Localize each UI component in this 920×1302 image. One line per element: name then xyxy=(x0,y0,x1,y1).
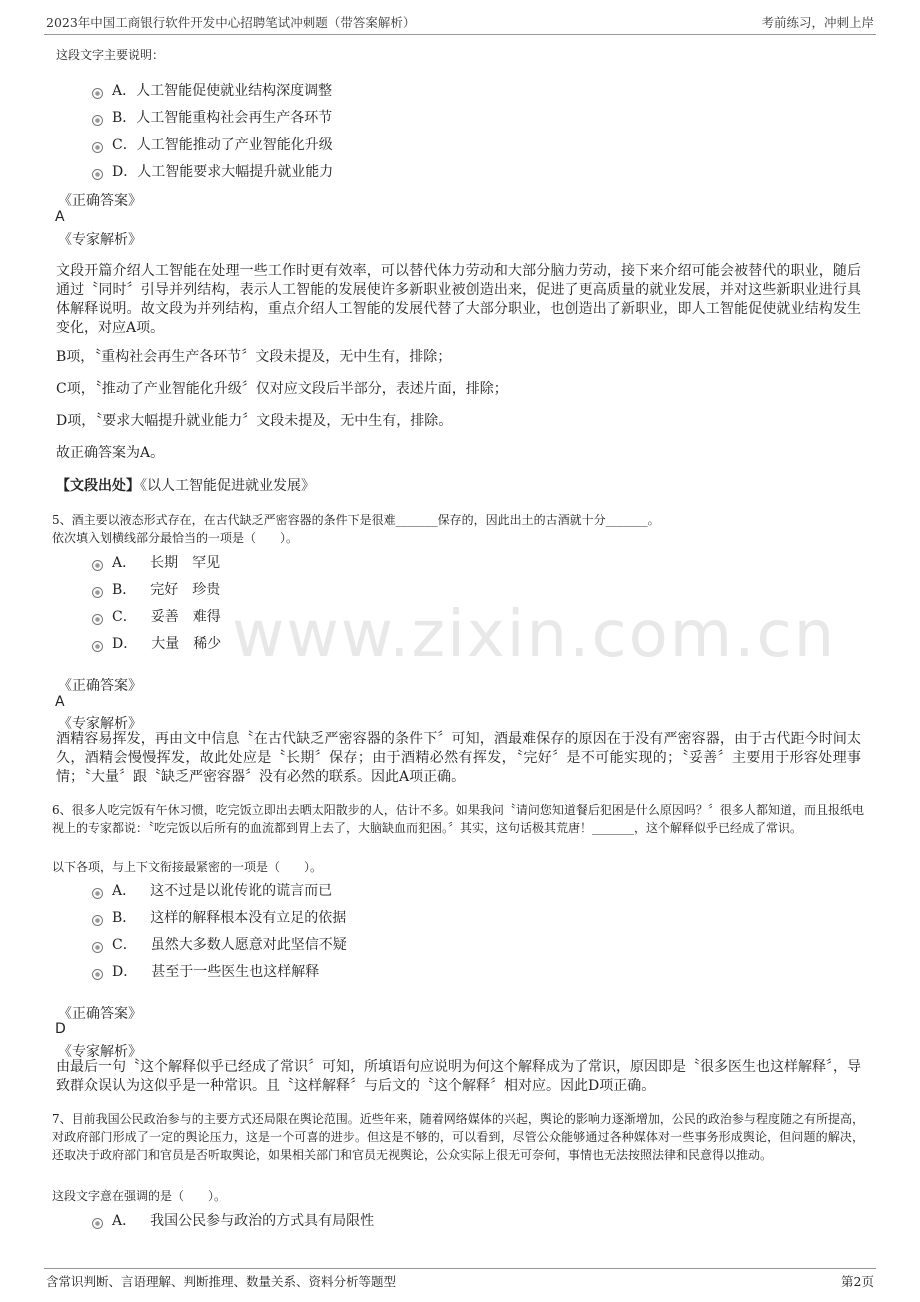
q4-analysis-option-c: C项，〝推动了产业智能化升级〞仅对应文段后半部分，表述片面，排除； xyxy=(56,381,508,397)
header-slogan: 考前练习，冲刺上岸 xyxy=(761,15,874,30)
q6-instruction: 以下各项，与上下文衔接最紧密的一项是（ ）。 xyxy=(52,860,323,874)
radio-icon[interactable] xyxy=(92,560,103,571)
option-text: 长期 罕见 xyxy=(150,555,221,571)
option-letter: A． xyxy=(112,83,137,99)
option-text: 人工智能促使就业结构深度调整 xyxy=(136,83,333,99)
option-text: 虽然大多数人愿意对此坚信不疑 xyxy=(150,937,347,953)
option-text: 这不过是以讹传讹的谎言而已 xyxy=(150,883,333,899)
q5-option-c[interactable] xyxy=(92,606,221,626)
option-text: 完好 珍贵 xyxy=(150,582,221,598)
q4-stem-tail: 这段文字主要说明： xyxy=(56,48,165,62)
q4-answer-label: 《正确答案》 xyxy=(58,193,142,209)
radio-icon[interactable] xyxy=(92,614,103,625)
footer-note: 含常识判断、言语理解、判断推理、数量关系、资料分析等题型 xyxy=(46,1274,397,1289)
option-letter: D． xyxy=(112,964,138,980)
q6-analysis: 由最后一句〝这个解释似乎已经成了常识〞可知，所填语句应说明为何这个解释成为了常识，原因即是〝很多医生也这样解释〞，导致群众误认为这似乎是一种常识。且〝这样解释〞与后文的〝这个解释〞相对应。因此D项正确。 xyxy=(56,1059,861,1094)
option-letter: A． xyxy=(112,883,137,899)
q4-option-c[interactable] xyxy=(92,134,333,154)
q6-option-b[interactable] xyxy=(92,907,346,927)
option-letter: B． xyxy=(112,582,137,598)
option-letter: B． xyxy=(112,110,137,126)
option-text: 我国公民参与政治的方式具有局限性 xyxy=(150,1213,375,1229)
option-text: 妥善 难得 xyxy=(150,609,221,625)
q5-option-d[interactable] xyxy=(92,633,221,653)
q6-option-d[interactable] xyxy=(92,961,319,981)
q5-analysis-label: 《专家解析》 xyxy=(58,716,142,732)
q6-option-a[interactable] xyxy=(92,880,332,900)
q6-option-c[interactable] xyxy=(92,934,347,954)
option-text: 大量 稀少 xyxy=(151,636,222,652)
option-letter: D． xyxy=(112,636,138,652)
q5-stem: 5、酒主要以液态形式存在，在古代缺乏严密容器的条件下是很难_______保存的，因此出土的古酒就十分_______。 xyxy=(52,513,660,527)
radio-icon[interactable] xyxy=(92,969,103,980)
option-text: 这样的解释根本没有立足的依据 xyxy=(150,910,347,926)
header-divider xyxy=(44,34,876,35)
q6-stem: 6、很多人吃完饭有午休习惯，吃完饭立即出去晒太阳散步的人，估计不多。如果我问〝请问您知道餐后犯困是什么原因吗？〞很多人都知道，而且报纸电视上的专家都说：〝吃完饭以后所有的血流都到胃上去了，大脑缺血而犯困。〞其实，这句话极其荒唐！_______，这个解释似乎已经成了常识。 xyxy=(52,803,864,835)
option-letter: D． xyxy=(112,164,138,180)
q6-answer: D xyxy=(55,1021,66,1037)
q4-option-a[interactable] xyxy=(92,80,332,100)
q5-option-b[interactable] xyxy=(92,579,220,599)
q4-option-d[interactable] xyxy=(92,161,333,181)
radio-icon[interactable] xyxy=(92,88,103,99)
document-title: 2023年中国工商银行软件开发中心招聘笔试冲刺题（带答案解析） xyxy=(46,15,416,30)
q4-analysis-option-b: B项，〝重构社会再生产各环节〞文段未提及，无中生有，排除； xyxy=(56,349,452,365)
q5-answer-label: 《正确答案》 xyxy=(58,678,142,694)
q4-answer: A xyxy=(55,209,65,225)
source-title: 《以人工智能促进就业发展》 xyxy=(140,478,315,494)
radio-icon[interactable] xyxy=(92,169,103,180)
q6-analysis-label: 《专家解析》 xyxy=(58,1044,142,1060)
radio-icon[interactable] xyxy=(92,587,103,598)
option-text: 人工智能重构社会再生产各环节 xyxy=(136,110,333,126)
page-number: 第2页 xyxy=(841,1274,874,1289)
q4-conclusion: 故正确答案为A。 xyxy=(56,445,165,461)
option-letter: B． xyxy=(112,910,137,926)
watermark: www.zixin.com.cn xyxy=(232,598,837,672)
option-text: 人工智能推动了产业智能化升级 xyxy=(136,137,333,153)
radio-icon[interactable] xyxy=(92,915,103,926)
radio-icon[interactable] xyxy=(92,1218,103,1229)
q5-instruction: 依次填入划横线部分最恰当的一项是（ ）。 xyxy=(52,531,299,545)
option-letter: C． xyxy=(112,937,137,953)
option-text: 人工智能要求大幅提升就业能力 xyxy=(137,164,334,180)
option-text: 甚至于一些医生也这样解释 xyxy=(151,964,320,980)
q7-stem: 7、目前我国公民政治参与的主要方式还局限在舆论范围。近些年来，随着网络媒体的兴起，舆论的影响力逐渐增加，公民的政治参与程度随之有所提高，对政府部门形成了一定的舆论压力，这是一个可喜的进步。但这是不够的，可以看到，尽管公众能够通过各种媒体对一些事务形成舆论，但问题的解决，还取决于政府部门和官员是否听取舆论，如果相关部门和官员无视舆论，公众实际上很无可奈何，事情也无法按照法律和民意得以推动。 xyxy=(52,1112,864,1162)
footer-divider xyxy=(44,1268,876,1269)
q5-answer: A xyxy=(55,694,65,710)
q4-analysis-label: 《专家解析》 xyxy=(58,232,142,248)
q4-analysis-option-d: D项，〝要求大幅提升就业能力〞文段未提及，无中生有，排除。 xyxy=(56,413,453,429)
source-label: 【文段出处】 xyxy=(56,478,140,494)
q5-option-a[interactable] xyxy=(92,552,220,572)
q4-analysis-paragraph: 文段开篇介绍人工智能在处理一些工作时更有效率，可以替代体力劳动和大部分脑力劳动，接下来介绍可能会被替代的职业，随后通过〝同时〞引导并列结构，表示人工智能的发展使许多新职业被创造出来，促进了更高质量的就业发展，并对这些新职业进行具体解释说明。故文段为并列结构，重点介绍人工智能的发展代替了大部分职业，也创造出了新职业，即人工智能促使就业结构发生变化，对应A项。 xyxy=(56,263,861,336)
radio-icon[interactable] xyxy=(92,942,103,953)
radio-icon[interactable] xyxy=(92,888,103,899)
q4-source xyxy=(56,477,861,496)
radio-icon[interactable] xyxy=(92,115,103,126)
q5-analysis: 酒精容易挥发，再由文中信息〝在古代缺乏严密容器的条件下〞可知，酒最难保存的原因在于没有严密容器，由于古代距今时间太久，酒精会慢慢挥发，故此处应是〝长期〞保存；由于酒精必然有挥发，〝完好〞是不可能实现的；〝妥善〞主要用于形容处理事情；〝大量〞跟〝缺乏严密容器〞没有必然的联系。因此A项正确。 xyxy=(56,731,861,785)
option-letter: A． xyxy=(112,1213,137,1229)
q7-option-a[interactable] xyxy=(92,1210,374,1230)
q7-instruction: 这段文字意在强调的是（ ）。 xyxy=(52,1189,227,1203)
option-letter: C． xyxy=(112,137,137,153)
q6-answer-label: 《正确答案》 xyxy=(58,1006,142,1022)
q4-option-b[interactable] xyxy=(92,107,332,127)
radio-icon[interactable] xyxy=(92,641,103,652)
radio-icon[interactable] xyxy=(92,142,103,153)
option-letter: A． xyxy=(112,555,137,571)
option-letter: C． xyxy=(112,609,137,625)
